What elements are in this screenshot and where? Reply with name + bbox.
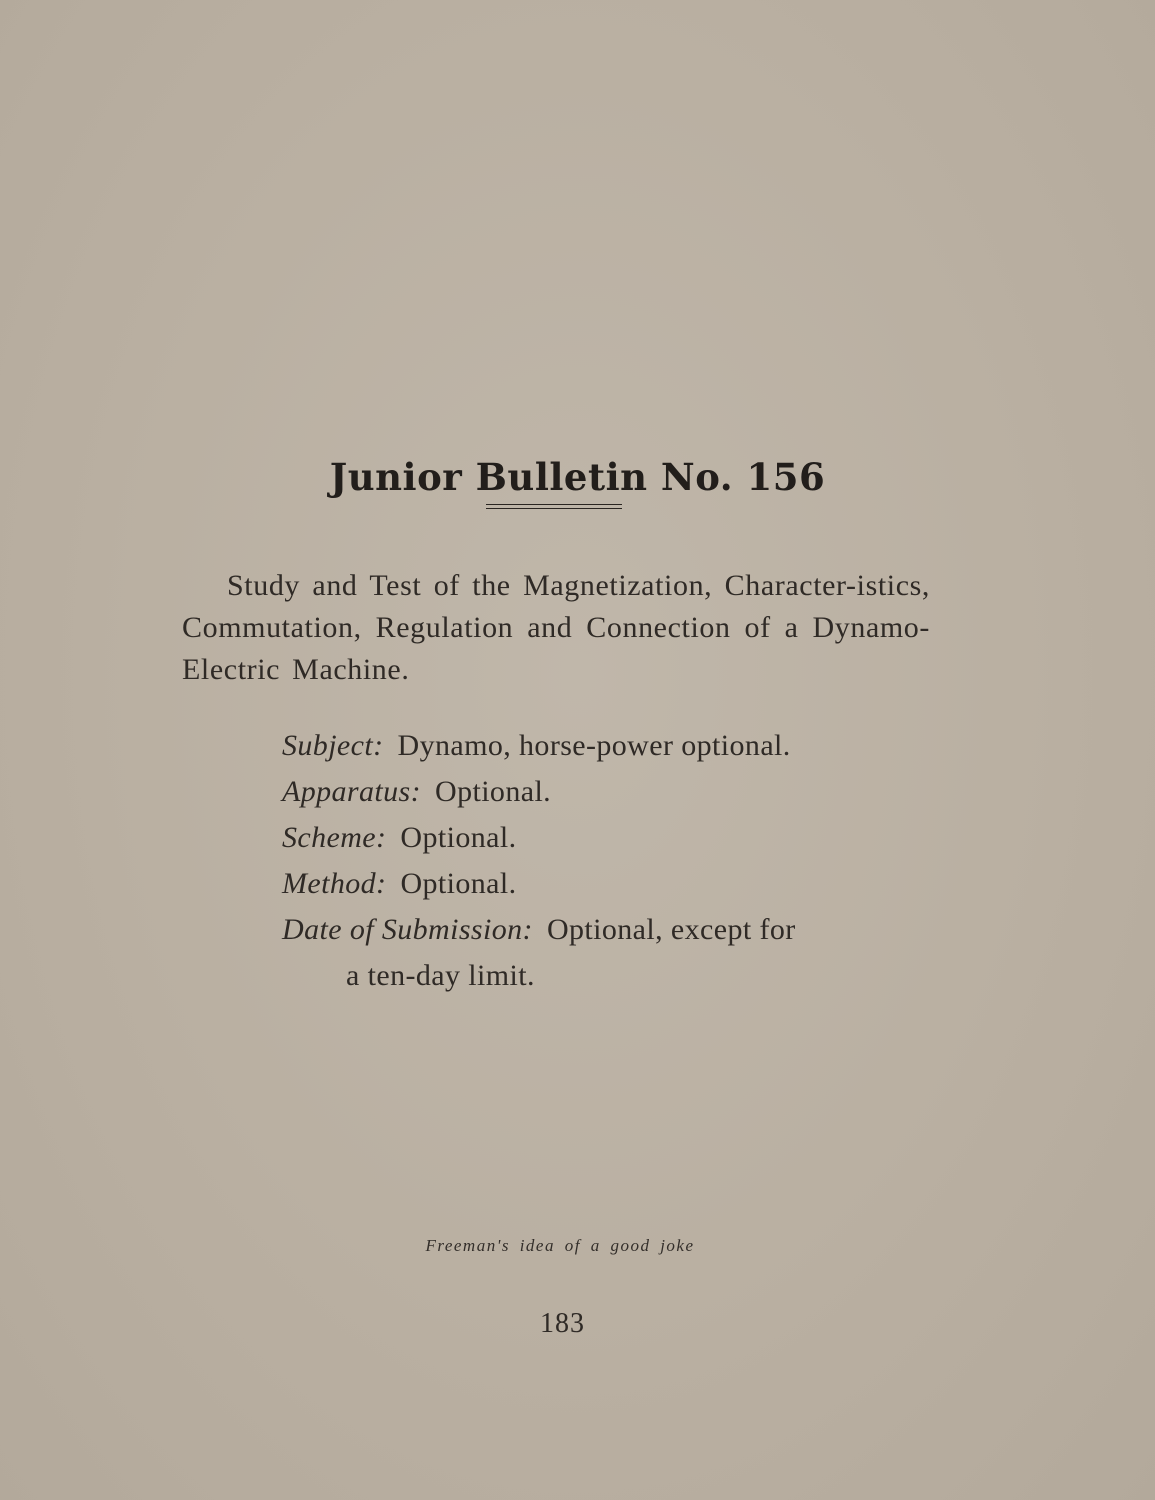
bulletin-fields <box>282 723 862 999</box>
caption: Freeman's idea of a good joke <box>425 1236 695 1255</box>
field-date-of-submission-continuation: a ten-day limit. <box>346 959 535 992</box>
field-label: Apparatus: <box>282 775 421 808</box>
bulletin-title: Junior Bulletin No. 156 <box>329 455 826 499</box>
title-underline <box>486 504 622 509</box>
field-label: Subject: <box>282 729 384 762</box>
field-value: Optional. <box>435 775 552 808</box>
field-scheme <box>282 815 862 861</box>
field-value: Optional. <box>400 867 517 900</box>
field-value: Dynamo, horse-power optional. <box>397 729 791 762</box>
field-method <box>282 861 862 907</box>
field-apparatus <box>282 769 862 815</box>
field-label: Method: <box>282 867 387 900</box>
field-label: Date of Submission: <box>282 913 533 946</box>
field-subject <box>282 723 862 769</box>
page-number: 183 <box>540 1308 585 1339</box>
field-label: Scheme: <box>282 821 387 854</box>
field-value: Optional. <box>400 821 517 854</box>
field-date-of-submission <box>282 907 862 953</box>
field-value: Optional, except for <box>546 913 796 946</box>
bulletin-description: Study and Test of the Magnetization, Character-istics, Commutation, Regulation and Connection of a Dynamo-Electric Machine. <box>182 569 930 686</box>
